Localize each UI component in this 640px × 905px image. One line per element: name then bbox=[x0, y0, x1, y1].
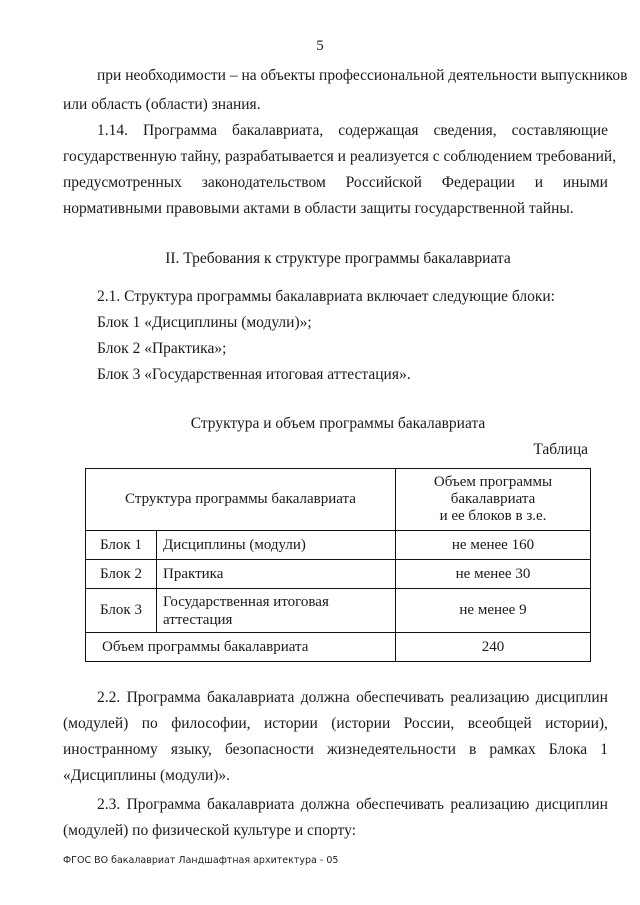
paragraph-line: при необходимости – на объекты профессиональной деятельности выпускников bbox=[97, 67, 628, 84]
table-total-row bbox=[86, 633, 591, 662]
word: 2.2. bbox=[97, 689, 121, 706]
header-structure: Структура программы бакалавриата bbox=[86, 469, 396, 531]
word: языку, bbox=[170, 741, 212, 758]
word: 1 bbox=[600, 741, 608, 758]
word: бакалавриата bbox=[206, 689, 295, 706]
word: дисциплин bbox=[535, 689, 608, 706]
paragraph-line: или область (области) знания. bbox=[63, 96, 261, 113]
table-row bbox=[86, 589, 591, 633]
structure-table bbox=[85, 468, 591, 662]
block-list-item: Блок 1 «Дисциплины (модули)»; bbox=[97, 314, 312, 331]
word: дисциплин bbox=[535, 796, 608, 813]
table-row bbox=[86, 560, 591, 589]
word: реализацию bbox=[450, 689, 530, 706]
word: Программа bbox=[126, 689, 201, 706]
paragraph-line: (модулей) по физической культуре и спорту: bbox=[63, 822, 356, 839]
block-value-cell: не менее 30 bbox=[396, 560, 591, 589]
word: по bbox=[141, 715, 158, 732]
table-caption: Структура и объем программы бакалавриата bbox=[190, 415, 486, 432]
word: обеспечивать bbox=[356, 796, 444, 813]
block-list-item: Блок 2 «Практика»; bbox=[97, 340, 227, 357]
word: России, bbox=[403, 715, 455, 732]
word: бакалавриата, bbox=[232, 122, 324, 139]
paragraph-line bbox=[97, 689, 608, 707]
word: должна bbox=[300, 796, 350, 813]
word: иными bbox=[562, 174, 608, 191]
word: должна bbox=[300, 689, 350, 706]
table-label: Таблица bbox=[533, 441, 588, 458]
paragraph-line: 2.1. Структура программы бакалавриата включает следующие блоки: bbox=[97, 288, 555, 305]
table-header-row bbox=[86, 469, 591, 531]
block-value-cell: не менее 9 bbox=[396, 589, 591, 633]
table-row bbox=[86, 531, 591, 560]
block-name-line: Государственная итоговая bbox=[163, 593, 329, 610]
word: сведения, bbox=[433, 122, 497, 139]
paragraph-line bbox=[63, 715, 608, 733]
word: Программа bbox=[126, 796, 201, 813]
word: иностранному bbox=[63, 741, 158, 758]
paragraph-line: нормативными правовыми актами в области защиты государственной тайны. bbox=[63, 200, 574, 217]
block-list-item: Блок 3 «Государственная итоговая аттестация». bbox=[97, 366, 411, 383]
paragraph-line bbox=[97, 122, 608, 140]
header-volume-line: и ее блоков в з.е. bbox=[439, 508, 547, 524]
word: истории), bbox=[545, 715, 608, 732]
block-cell: Блок 2 bbox=[86, 560, 157, 589]
word: бакалавриата bbox=[206, 796, 295, 813]
word: обеспечивать bbox=[356, 689, 444, 706]
document-footer: ФГОС ВО бакалавриат Ландшафтная архитектура - 05 bbox=[63, 855, 339, 866]
word: (модулей) bbox=[63, 715, 129, 732]
paragraph-line bbox=[63, 174, 608, 192]
word: философии, bbox=[171, 715, 251, 732]
word: содержащая bbox=[338, 122, 419, 139]
word: предусмотренных bbox=[63, 174, 182, 191]
section-title: II. Требования к структуре программы бакалавриата bbox=[165, 250, 511, 267]
paragraph-line bbox=[97, 796, 608, 814]
paragraph-line: государственную тайну, разрабатывается и реализуется с соблюдением требований, bbox=[63, 148, 617, 165]
paragraph-line bbox=[63, 741, 608, 759]
page-number: 5 bbox=[316, 38, 324, 54]
block-name-cell bbox=[157, 589, 396, 633]
word: жизнедеятельности bbox=[327, 741, 456, 758]
word: 1.14. bbox=[97, 122, 128, 139]
word: составляющие bbox=[511, 122, 608, 139]
word: реализацию bbox=[450, 796, 530, 813]
word: в bbox=[468, 741, 477, 758]
word: Федерации bbox=[441, 174, 515, 191]
header-volume-line: Объем программы bbox=[433, 474, 553, 490]
word: Программа bbox=[142, 122, 218, 139]
word: Блока bbox=[548, 741, 588, 758]
word: 2.3. bbox=[97, 796, 121, 813]
block-name-cell: Практика bbox=[157, 560, 396, 589]
total-value-cell: 240 bbox=[396, 633, 591, 662]
word: всеобщей bbox=[467, 715, 532, 732]
word: Российской bbox=[345, 174, 422, 191]
word: и bbox=[534, 174, 544, 191]
paragraph-line: «Дисциплины (модули)». bbox=[63, 767, 231, 784]
header-volume bbox=[396, 469, 591, 531]
word: (истории bbox=[331, 715, 391, 732]
total-label-cell: Объем программы бакалавриата bbox=[86, 633, 396, 662]
block-cell: Блок 3 bbox=[86, 589, 157, 633]
block-value-cell: не менее 160 bbox=[396, 531, 591, 560]
block-name-cell: Дисциплины (модули) bbox=[157, 531, 396, 560]
word: рамках bbox=[489, 741, 536, 758]
word: законодательством bbox=[201, 174, 326, 191]
block-name-line: аттестация bbox=[163, 611, 233, 628]
word: безопасности bbox=[225, 741, 314, 758]
word: истории bbox=[263, 715, 318, 732]
header-volume-line: бакалавриата bbox=[450, 491, 536, 507]
block-cell: Блок 1 bbox=[86, 531, 157, 560]
